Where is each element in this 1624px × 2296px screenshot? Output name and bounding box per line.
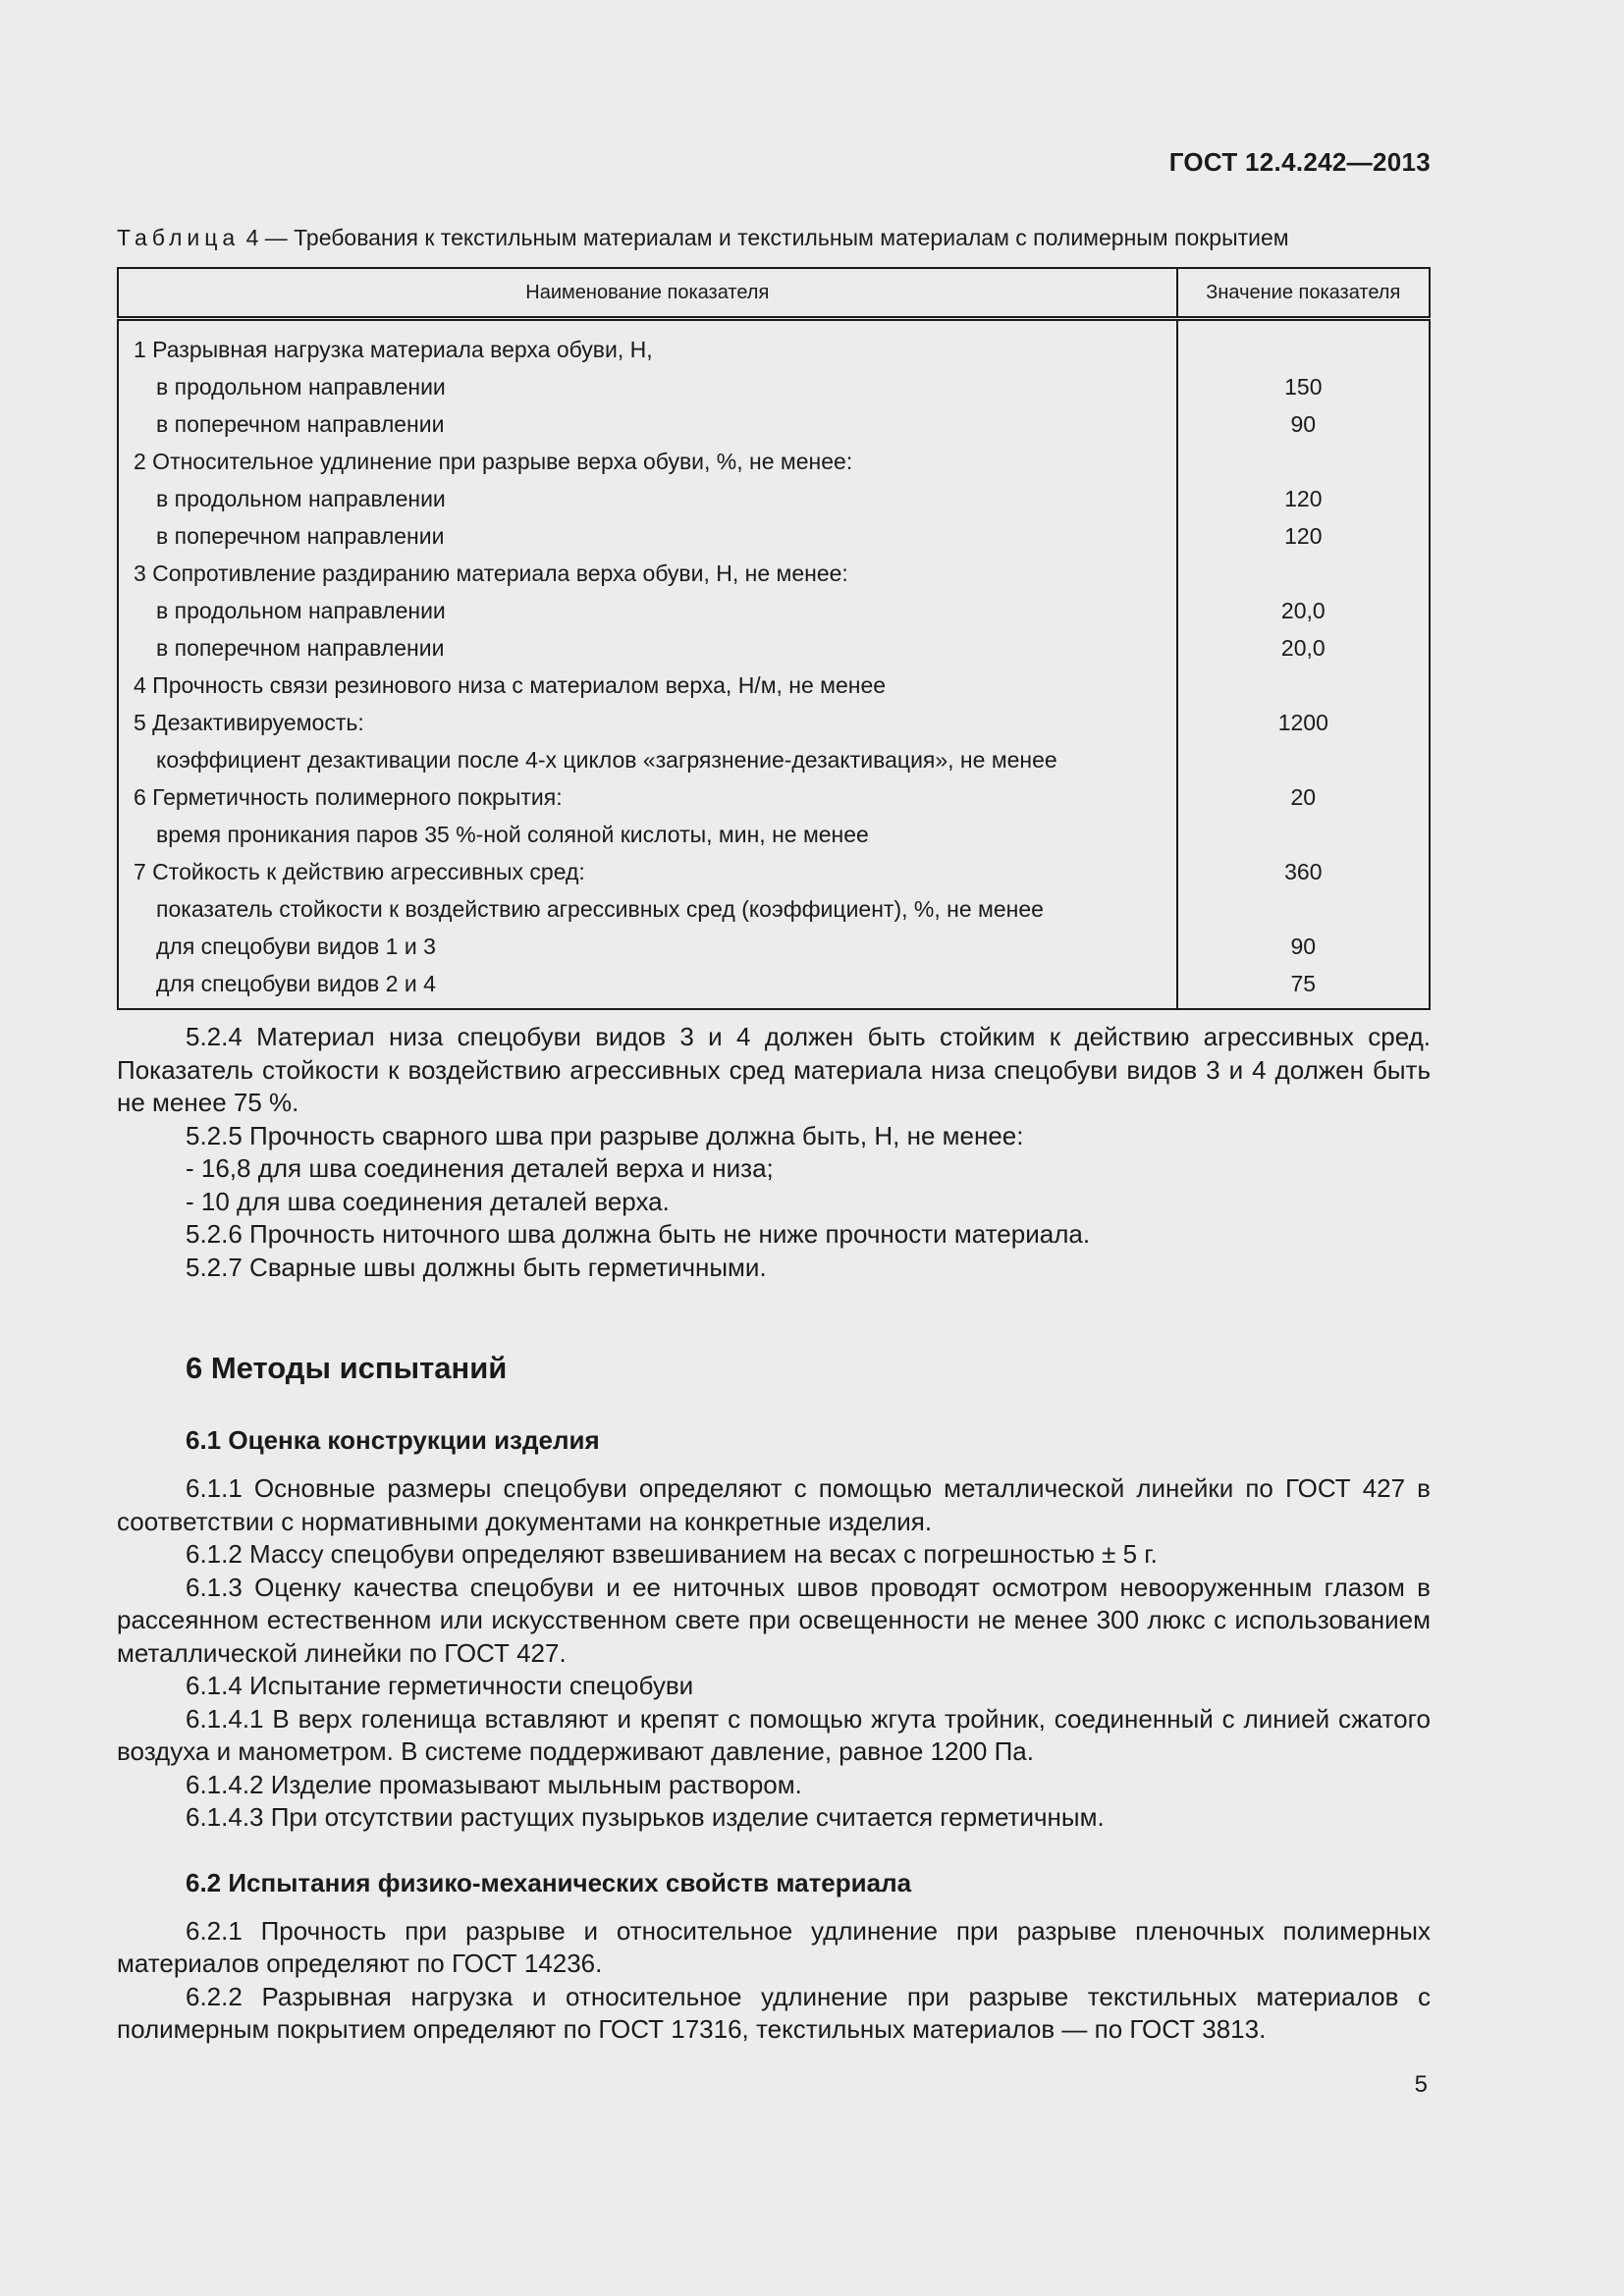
table-caption <box>117 225 1289 251</box>
indicator-value: 1200 <box>1177 704 1430 741</box>
indicator-value: 120 <box>1177 480 1430 517</box>
column-header-value: Значение показателя <box>1177 268 1430 319</box>
indicator-name: в поперечном направлении <box>118 517 1177 555</box>
table-row <box>118 517 1430 555</box>
indicator-value: 120 <box>1177 517 1430 555</box>
indicator-name: в продольном направлении <box>118 592 1177 629</box>
document-code: ГОСТ 12.4.242—2013 <box>1168 147 1431 177</box>
indicator-value <box>1177 890 1430 928</box>
table-row <box>118 965 1430 1009</box>
indicator-name: 2 Относительное удлинение при разрыве верха обуви, %, не менее: <box>118 443 1177 480</box>
indicator-name: для спецобуви видов 2 и 4 <box>118 965 1177 1009</box>
indicator-name: для спецобуви видов 1 и 3 <box>118 928 1177 965</box>
table-row <box>118 928 1430 965</box>
indicator-name: 4 Прочность связи резинового низа с материалом верха, Н/м, не менее <box>118 667 1177 704</box>
paragraph-5-2-6: 5.2.6 Прочность ниточного шва должна быть не ниже прочности материала. <box>186 1219 1091 1249</box>
paragraph-6-1-4: 6.1.4 Испытание герметичности спецобуви <box>186 1671 694 1700</box>
table-row <box>118 667 1430 704</box>
requirements-table <box>117 267 1431 1010</box>
table-row <box>118 890 1430 928</box>
table-caption-prefix: Таблица <box>117 225 241 250</box>
table-caption-text: 4 — Требования к текстильным материалам и текстильным материалам с полимерным покрытием <box>240 225 1289 250</box>
subsection-heading-6-2: 6.2 Испытания физико-механических свойств материала <box>186 1867 912 1897</box>
column-header-name: Наименование показателя <box>118 268 1177 319</box>
paragraph-6-2-2: 6.2.2 Разрывная нагрузка и относительное удлинение при разрыве текстильных материалов с полимерным покрытием определяют по ГОСТ 17316, текстильных материалов — по ГОСТ 3813. <box>117 1981 1431 2044</box>
table-row <box>118 480 1430 517</box>
paragraph-6-1-3: 6.1.3 Оценку качества спецобуви и ее ниточных швов проводят осмотром невооруженным глазом в рассеянном естественном или искусственном свете при освещенности не менее 300 люкс с использованием металлической линейки по ГОСТ 427. <box>117 1572 1431 1668</box>
table-row <box>118 778 1430 816</box>
table-row <box>118 555 1430 592</box>
indicator-name: 3 Сопротивление раздиранию материала верха обуви, Н, не менее: <box>118 555 1177 592</box>
indicator-name: в продольном направлении <box>118 368 1177 405</box>
indicator-value: 20,0 <box>1177 592 1430 629</box>
paragraph-6-1-4-3: 6.1.4.3 При отсутствии растущих пузырьков изделие считается герметичным. <box>186 1802 1105 1832</box>
indicator-name: время проникания паров 35 %-ной соляной кислоты, мин, не менее <box>118 816 1177 853</box>
indicator-value: 20,0 <box>1177 629 1430 667</box>
indicator-name: 7 Стойкость к действию агрессивных сред: <box>118 853 1177 890</box>
indicator-name: в продольном направлении <box>118 480 1177 517</box>
indicator-value <box>1177 667 1430 704</box>
indicator-value <box>1177 555 1430 592</box>
indicator-value: 90 <box>1177 405 1430 443</box>
table-row <box>118 368 1430 405</box>
table-row <box>118 629 1430 667</box>
list-item-dash-1: - 16,8 для шва соединения деталей верха и низа; <box>186 1153 774 1183</box>
paragraph-6-1-2: 6.1.2 Массу спецобуви определяют взвешиванием на весах с погрешностью ± 5 г. <box>186 1539 1158 1569</box>
indicator-name: 5 Дезактивируемость: <box>118 704 1177 741</box>
paragraph-5-2-5: 5.2.5 Прочность сварного шва при разрыве должна быть, Н, не менее: <box>186 1120 1024 1150</box>
indicator-value <box>1177 741 1430 778</box>
table-row <box>118 405 1430 443</box>
page-number: 5 <box>1414 2071 1428 2098</box>
indicator-value: 90 <box>1177 928 1430 965</box>
paragraph-6-1-4-2: 6.1.4.2 Изделие промазывают мыльным раствором. <box>186 1769 802 1799</box>
table-row <box>118 816 1430 853</box>
table-row <box>118 853 1430 890</box>
paragraph-6-1-1: 6.1.1 Основные размеры спецобуви определяют с помощью металлической линейки по ГОСТ 427 в соответствии с нормативными документами на конкретные изделия. <box>117 1473 1431 1536</box>
table-header-row <box>118 268 1430 319</box>
table-row <box>118 319 1430 369</box>
indicator-value <box>1177 319 1430 369</box>
document-body <box>117 1021 1431 2047</box>
subsection-heading-6-1: 6.1 Оценка конструкции изделия <box>186 1425 600 1455</box>
indicator-name: 6 Герметичность полимерного покрытия: <box>118 778 1177 816</box>
indicator-value <box>1177 816 1430 853</box>
indicator-value <box>1177 443 1430 480</box>
table-row <box>118 704 1430 741</box>
indicator-name: в поперечном направлении <box>118 629 1177 667</box>
indicator-name: коэффициент дезактивации после 4-х циклов «загрязнение-дезактивация», не менее <box>118 741 1177 778</box>
paragraph-6-2-1: 6.2.1 Прочность при разрыве и относительное удлинение при разрыве пленочных полимерных материалов определяют по ГОСТ 14236. <box>117 1915 1431 1978</box>
indicator-value: 360 <box>1177 853 1430 890</box>
indicator-name: 1 Разрывная нагрузка материала верха обуви, Н, <box>118 319 1177 369</box>
paragraph-6-1-4-1: 6.1.4.1 В верх голенища вставляют и крепят с помощью жгута тройник, соединенный с линией сжатого воздуха и манометром. В системе поддерживают давление, равное 1200 Па. <box>117 1703 1431 1766</box>
table-body <box>118 319 1430 1010</box>
section-heading-6: 6 Методы испытаний <box>186 1351 508 1385</box>
indicator-name: в поперечном направлении <box>118 405 1177 443</box>
indicator-value: 75 <box>1177 965 1430 1009</box>
paragraph-5-2-7: 5.2.7 Сварные швы должны быть герметичными. <box>186 1252 767 1282</box>
indicator-value: 150 <box>1177 368 1430 405</box>
paragraph-5-2-4: 5.2.4 Материал низа спецобуви видов 3 и 4 должен быть стойким к действию агрессивных сред. Показатель стойкости к воздействию агрессивных сред материала низа спецобуви видов 3 и 4 должен быть не менее 75 %. <box>117 1022 1431 1117</box>
table-row <box>118 443 1430 480</box>
table-row <box>118 592 1430 629</box>
table-row <box>118 741 1430 778</box>
list-item-dash-2: - 10 для шва соединения деталей верха. <box>186 1186 670 1216</box>
indicator-name: показатель стойкости к воздействию агрессивных сред (коэффициент), %, не менее <box>118 890 1177 928</box>
indicator-value: 20 <box>1177 778 1430 816</box>
